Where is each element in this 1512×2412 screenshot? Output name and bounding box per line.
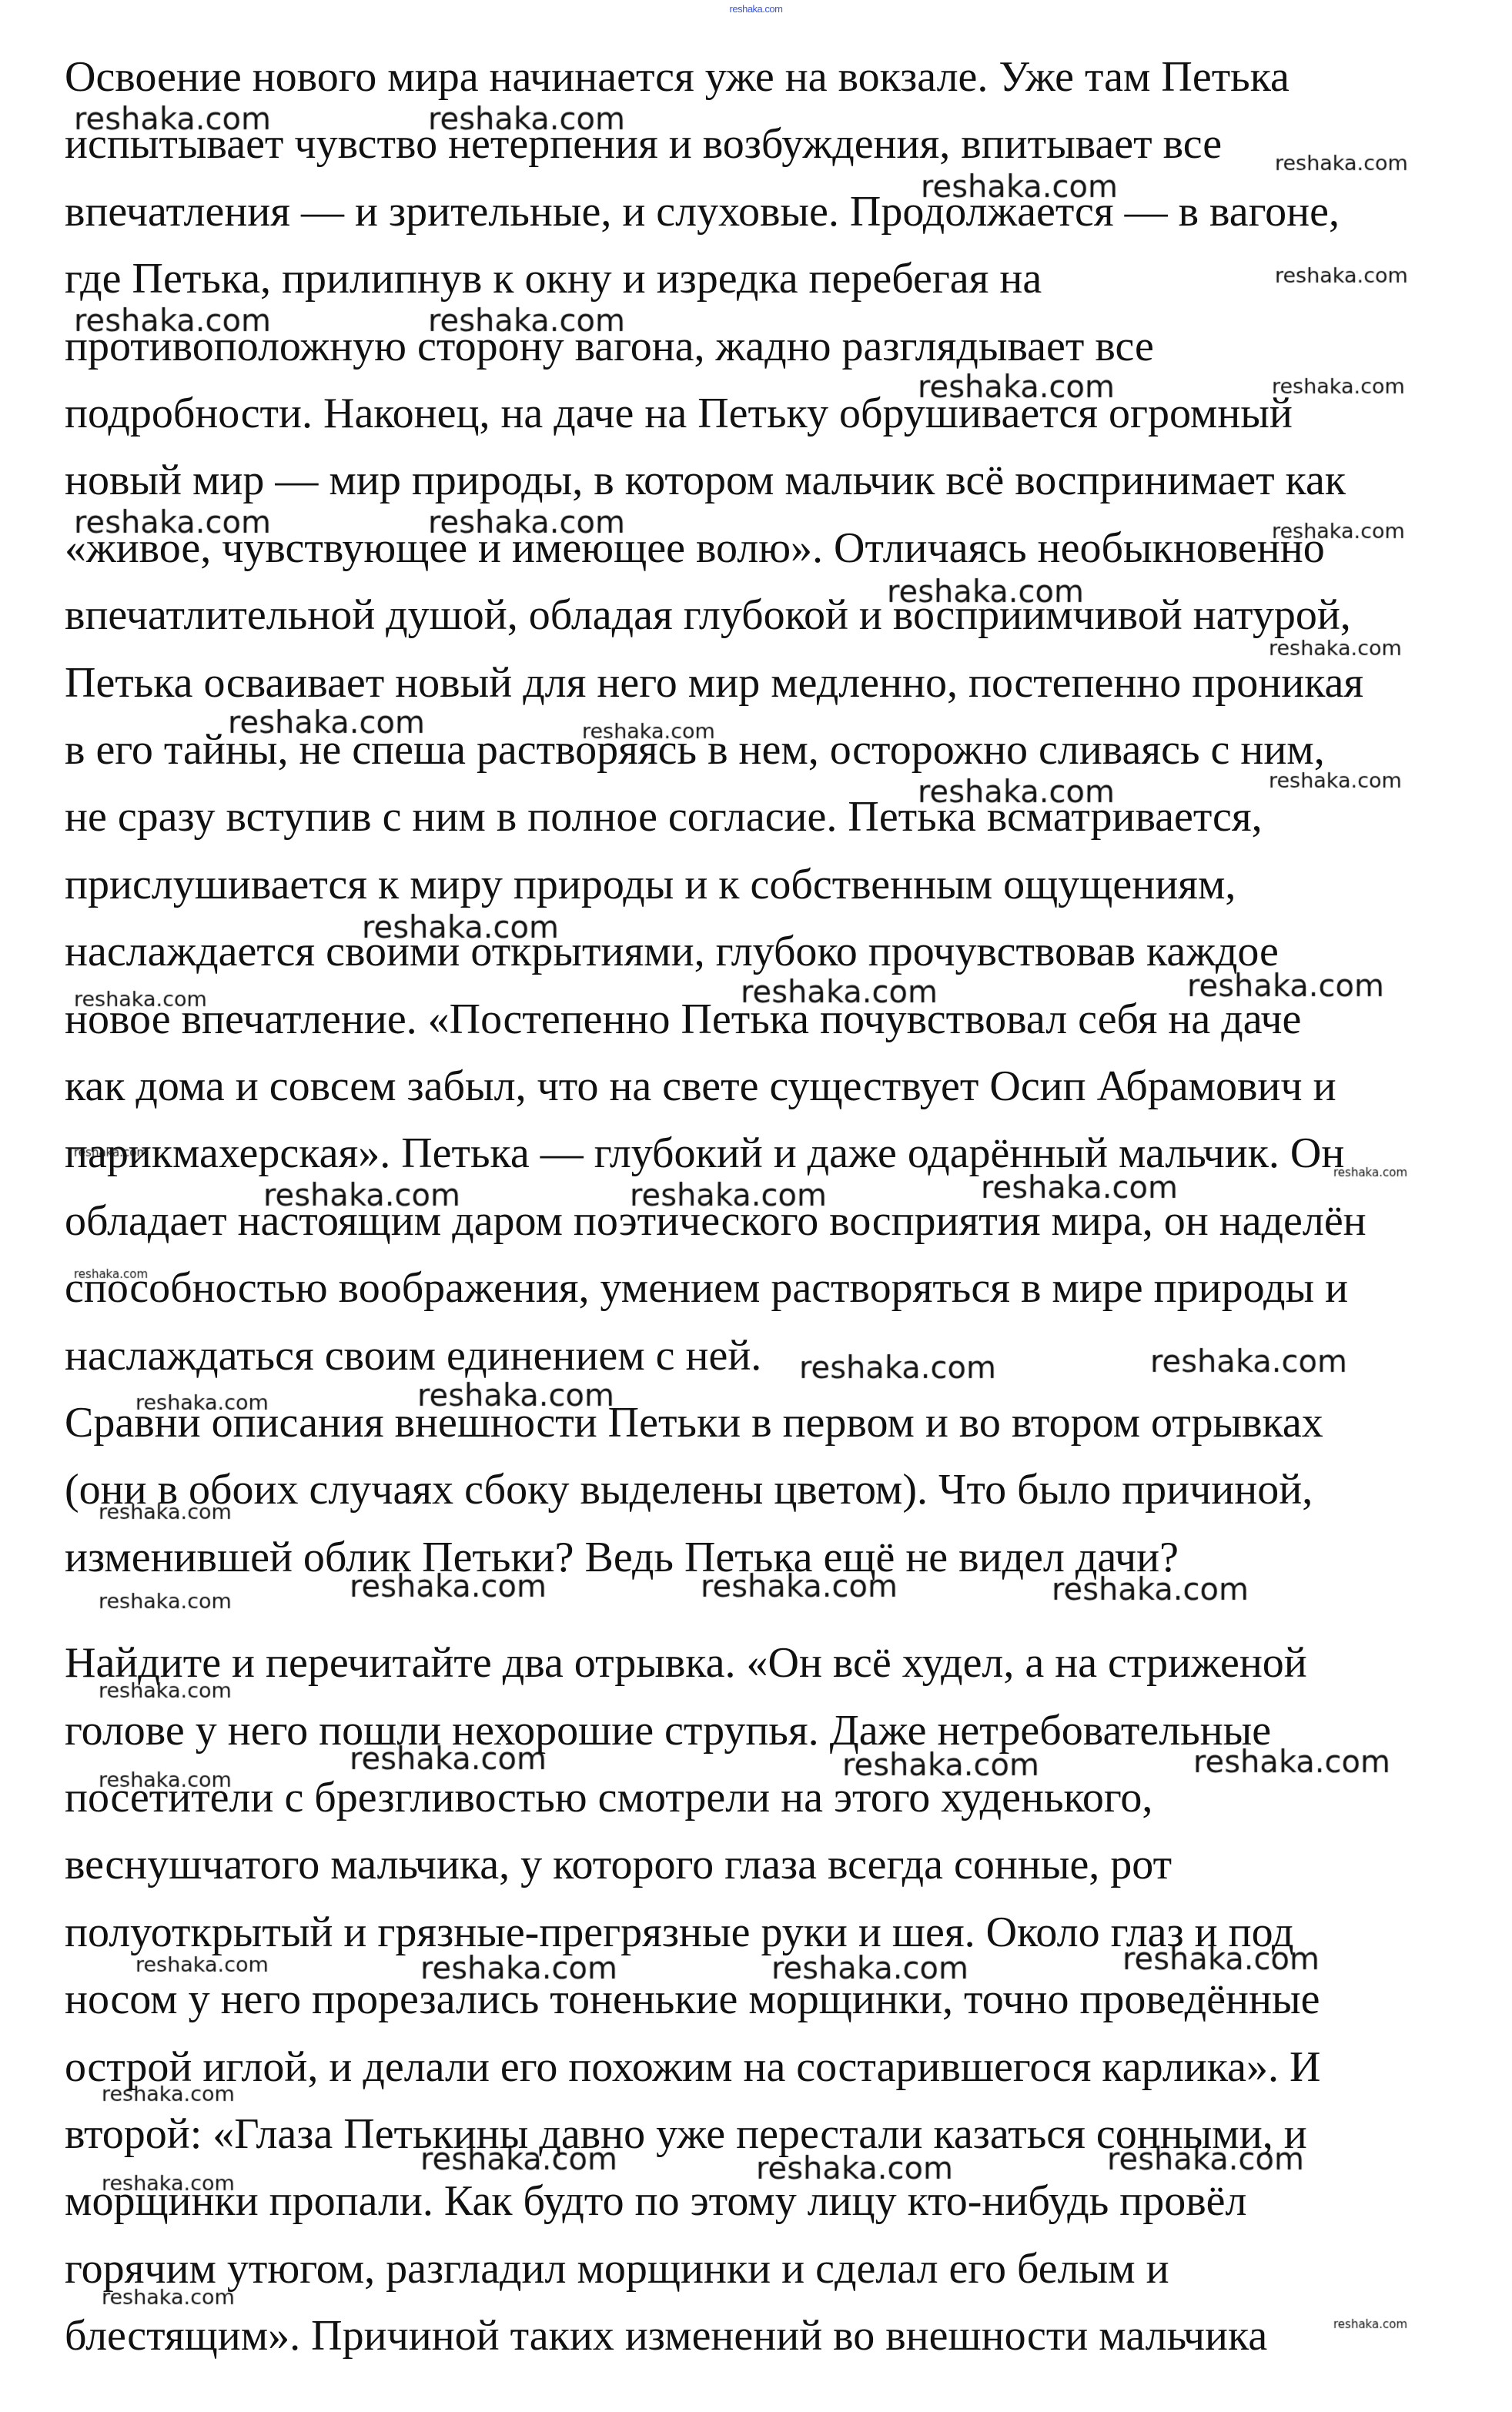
answer-line: впечатлительной душой, обладая глубокой и восприимчивой натурой, — [65, 591, 1351, 640]
answer-line: морщинки пропали. Как будто по этому лицу кто-нибудь провёл — [65, 2177, 1247, 2226]
answer-line: подробности. Наконец, на даче на Петьку обрушивается огромный — [65, 390, 1293, 437]
answer-line: впечатления — и зрительные, и слуховые. Продолжается — в вагоне, — [65, 187, 1340, 236]
answer-line: полуоткрытый и грязные-прегрязные руки и шея. Около глаз и под — [65, 1908, 1294, 1956]
answer-line: парикмахерская». Петька — глубокий и даже одарённый мальчик. Он — [65, 1129, 1345, 1178]
answer-line: противоположную сторону вагона, жадно разглядывает все — [65, 322, 1154, 370]
answer-line: новое впечатление. «Постепенно Петька почувствовал себя на даче — [65, 995, 1302, 1043]
answer-line: не сразу вступив с ним в полное согласие. Петька всматривается, — [65, 793, 1263, 841]
answer-line: обладает настоящим даром поэтического восприятия мира, он наделён — [65, 1196, 1366, 1245]
answer-line: где Петька, прилипнув к окну и изредка перебегая на — [65, 255, 1042, 303]
answer-line: новый мир — мир природы, в котором мальчик всё воспринимает как — [65, 457, 1346, 505]
answer-line: наслаждается своими открытиями, глубоко прочувствовав каждое — [65, 928, 1279, 976]
answer-line: в его тайны, не спеша растворяясь в нем, осторожно сливаясь с ним, — [65, 726, 1325, 774]
answer-line: острой иглой, и делали его похожим на состарившегося карлика». И — [65, 2042, 1321, 2091]
answer-line: веснушчатого мальчика, у которого глаза всегда сонные, рот — [65, 1841, 1172, 1889]
answer-line: горячим утюгом, разгладил морщинки и сделал его белым и — [65, 2244, 1169, 2293]
answer-line: способностью воображения, умением растворяться в мире природы и — [65, 1264, 1349, 1313]
answer-line: испытывает чувство нетерпения и возбуждения, впитывает все — [65, 120, 1223, 169]
answer-line: Освоение нового мира начинается уже на вокзале. Уже там Петька — [65, 53, 1290, 101]
question-line: (они в обоих случаях сбоку выделены цветом). Что было причиной, — [65, 1466, 1313, 1514]
answer-line: второй: «Глаза Петькины давно уже перестали казаться сонными, и — [65, 2110, 1307, 2158]
site-header-link[interactable]: reshaka.com — [729, 3, 783, 15]
question-line: изменившей облик Петьки? Ведь Петька ещё не видел дачи? — [65, 1533, 1179, 1581]
answer-line: голове у него пошли нехорошие струпья. Даже нетребовательные — [65, 1706, 1272, 1755]
answer-line: Найдите и перечитайте два отрывка. «Он всё худел, а на стриженой — [65, 1639, 1307, 1688]
answer-line: наслаждаться своим единением с ней. — [65, 1331, 762, 1380]
answer-line: прислушивается к миру природы и к собственным ощущениям, — [65, 860, 1236, 908]
answer-line: блестящим». Причиной таких изменений во внешности мальчика — [65, 2312, 1268, 2360]
answer-line: носом у него прорезались тоненькие морщинки, точно проведённые — [65, 1975, 1320, 2024]
answer-line: «живое, чувствующее и имеющее волю». Отличаясь необыкновенно — [65, 524, 1325, 572]
question-line: Сравни описания внешности Петьки в первом и во втором отрывках — [65, 1399, 1323, 1447]
answer-line: Петька осваивает новый для него мир медленно, постепенно проникая — [65, 658, 1364, 707]
answer-line: как дома и совсем забыл, что на свете существует Осип Абрамович и — [65, 1062, 1336, 1110]
answer-line: посетители с брезгливостью смотрели на этого худенького, — [65, 1774, 1153, 1822]
